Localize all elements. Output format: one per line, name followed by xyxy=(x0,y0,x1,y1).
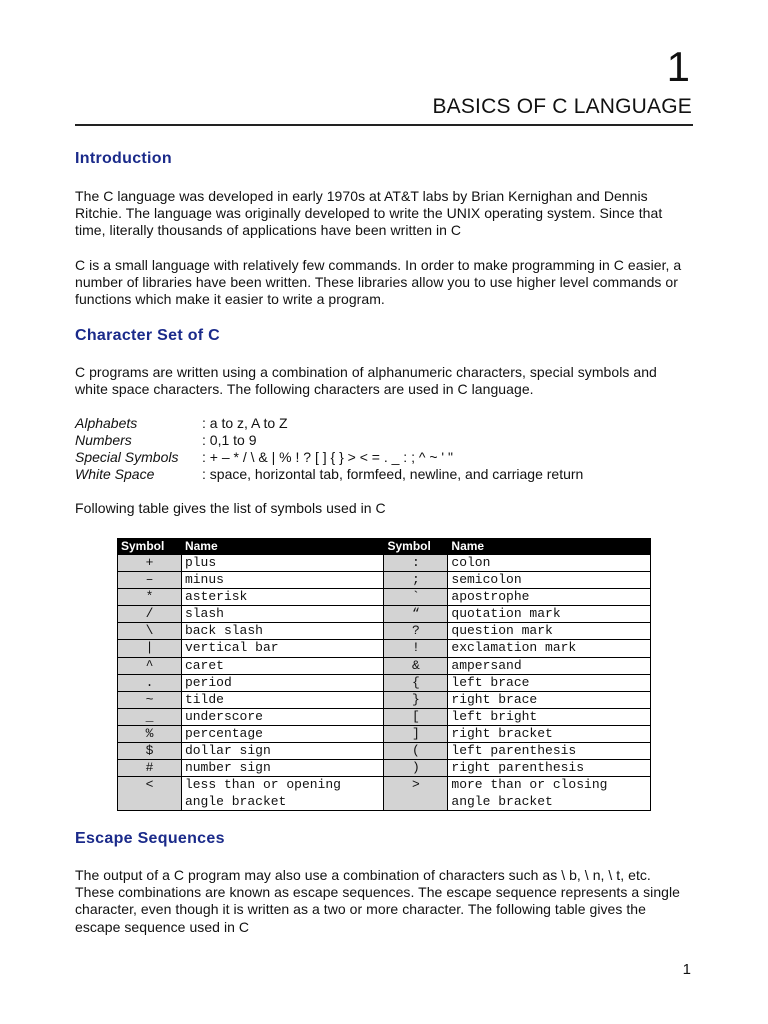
header-symbol: Symbol xyxy=(384,539,448,555)
charset-paragraph: C programs are written using a combination of alphanumeric characters, special symbols and white space characters. The following characters are used in C language. xyxy=(75,364,657,398)
page-content xyxy=(75,150,693,518)
name-cell: period xyxy=(181,674,384,691)
def-value: : a to z, A to Z xyxy=(202,414,288,431)
symbol-cell: { xyxy=(384,674,448,691)
page-number: 1 xyxy=(682,961,691,978)
symbol-cell: ^ xyxy=(118,657,182,674)
symbol-cell: $ xyxy=(118,743,182,760)
def-value: : + – * / \ & | % ! ? [ ] { } > < = . _ : ; ^ ~ ' " xyxy=(202,449,453,466)
table-row xyxy=(118,725,651,742)
symbol-cell: ` xyxy=(384,589,448,606)
table-row xyxy=(118,760,651,777)
symbol-cell: – xyxy=(118,572,182,589)
name-cell: dollar sign xyxy=(181,743,384,760)
intro-paragraph-2: C is a small language with relatively few commands. In order to make programming in C easier, a number of libraries have been written. These libraries allow you to use higher level commands or functions which make it easier to write a program. xyxy=(75,256,682,308)
character-definitions xyxy=(75,415,693,484)
name-cell: more than or closing angle bracket xyxy=(448,777,651,811)
table-row xyxy=(118,674,651,691)
table-row xyxy=(118,657,651,674)
name-cell: left parenthesis xyxy=(448,743,651,760)
symbol-table xyxy=(117,538,651,811)
table-row xyxy=(118,589,651,606)
intro-paragraph-1: The C language was developed in early 1970s at AT&T labs by Brian Kernighan and Dennis Ritchie. The language was originally developed to write the UNIX operating system. Since that time, literally thousands of applications have been written in C xyxy=(75,188,663,239)
name-cell: plus xyxy=(181,555,384,572)
symbol-cell: ~ xyxy=(118,691,182,708)
def-value: : space, horizontal tab, formfeed, newline, and carriage return xyxy=(202,466,584,483)
def-row-alphabets xyxy=(75,415,693,432)
symbol-cell: < xyxy=(118,777,182,811)
name-cell: left bright xyxy=(448,708,651,725)
symbol-cell: ; xyxy=(384,572,448,589)
name-cell: number sign xyxy=(181,760,384,777)
name-cell: asterisk xyxy=(181,589,384,606)
heading-escape-sequences: Escape Sequences xyxy=(75,830,225,847)
chapter-title: BASICS OF C LANGUAGE xyxy=(432,95,692,118)
symbol-cell: | xyxy=(118,640,182,657)
name-cell: left brace xyxy=(448,674,651,691)
def-row-numbers xyxy=(75,432,693,449)
name-cell: caret xyxy=(181,657,384,674)
name-cell: tilde xyxy=(181,691,384,708)
name-cell: quotation mark xyxy=(448,606,651,623)
table-row xyxy=(118,777,651,811)
name-cell: less than or opening angle bracket xyxy=(181,777,384,811)
name-cell: ampersand xyxy=(448,657,651,674)
symbol-cell: \ xyxy=(118,623,182,640)
symbol-cell: ] xyxy=(384,725,448,742)
escape-paragraph: The output of a C program may also use a combination of characters such as \ b, \ n, \ t, etc. These combinations are known as escape sequences. The escape sequence represents a single character, even though it is written as a two or more character. The following table gives the escape sequence used in C xyxy=(75,867,681,935)
table-row xyxy=(118,640,651,657)
escape-section xyxy=(75,830,693,936)
symbol-cell: > xyxy=(384,777,448,811)
chapter-number: 1 xyxy=(666,43,690,90)
symbol-cell: % xyxy=(118,725,182,742)
table-row xyxy=(118,606,651,623)
header-name: Name xyxy=(181,539,384,555)
table-header-row xyxy=(118,539,651,555)
name-cell: semicolon xyxy=(448,572,651,589)
symbol-cell: . xyxy=(118,674,182,691)
table-row xyxy=(118,572,651,589)
def-term: Numbers xyxy=(75,431,132,448)
symbol-cell: } xyxy=(384,691,448,708)
heading-introduction: Introduction xyxy=(75,150,172,167)
header-name: Name xyxy=(448,539,651,555)
table-row xyxy=(118,691,651,708)
table-row xyxy=(118,555,651,572)
name-cell: back slash xyxy=(181,623,384,640)
name-cell: underscore xyxy=(181,708,384,725)
name-cell: colon xyxy=(448,555,651,572)
symbol-cell: _ xyxy=(118,708,182,725)
table-row xyxy=(118,623,651,640)
symbol-cell: + xyxy=(118,555,182,572)
symbol-cell: & xyxy=(384,657,448,674)
table-row xyxy=(118,708,651,725)
name-cell: right bracket xyxy=(448,725,651,742)
symbol-cell: “ xyxy=(384,606,448,623)
table-row xyxy=(118,743,651,760)
name-cell: vertical bar xyxy=(181,640,384,657)
name-cell: minus xyxy=(181,572,384,589)
name-cell: question mark xyxy=(448,623,651,640)
symbol-cell: * xyxy=(118,589,182,606)
heading-character-set: Character Set of C xyxy=(75,327,220,345)
def-value: : 0,1 to 9 xyxy=(202,431,257,448)
symbol-cell: # xyxy=(118,760,182,777)
name-cell: slash xyxy=(181,606,384,623)
name-cell: percentage xyxy=(181,725,384,742)
symbol-cell: ( xyxy=(384,743,448,760)
symbol-cell: ! xyxy=(384,640,448,657)
def-row-special-symbols xyxy=(75,449,693,466)
table-intro: Following table gives the list of symbols used in C xyxy=(75,500,386,517)
header-symbol: Symbol xyxy=(118,539,182,555)
name-cell: right parenthesis xyxy=(448,760,651,777)
symbol-cell: / xyxy=(118,606,182,623)
name-cell: apostrophe xyxy=(448,589,651,606)
name-cell: exclamation mark xyxy=(448,640,651,657)
title-rule xyxy=(75,124,693,126)
def-term: Special Symbols xyxy=(75,449,179,466)
def-row-white-space xyxy=(75,466,693,483)
def-term: Alphabets xyxy=(75,414,138,431)
symbol-cell: : xyxy=(384,555,448,572)
name-cell: right brace xyxy=(448,691,651,708)
symbol-cell: ? xyxy=(384,623,448,640)
symbol-cell: ) xyxy=(384,760,448,777)
def-term: White Space xyxy=(75,466,155,483)
symbol-cell: [ xyxy=(384,708,448,725)
